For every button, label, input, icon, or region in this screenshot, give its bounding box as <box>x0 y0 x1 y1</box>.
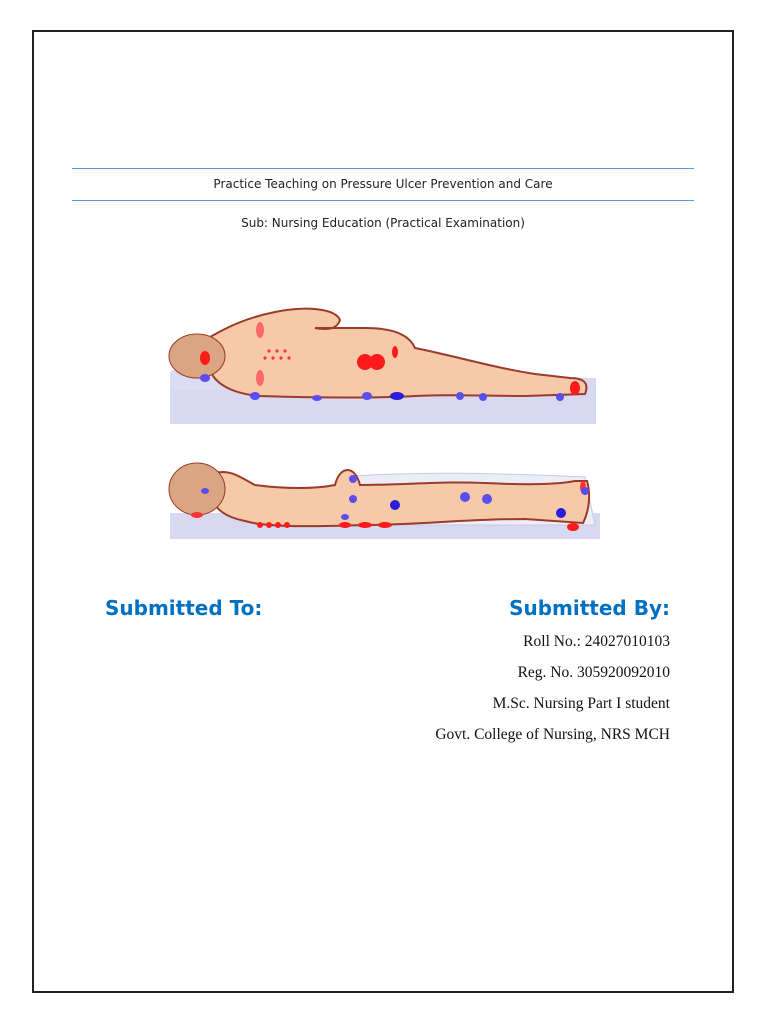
submitted-by-heading: Submitted By: <box>509 596 670 620</box>
pressure-point-blue <box>581 487 589 495</box>
pressure-point-blue <box>479 393 487 401</box>
title-top-rule <box>72 168 694 169</box>
pressure-point-blue <box>200 374 210 382</box>
course-line: M.Sc. Nursing Part I student <box>492 695 670 712</box>
pressure-point-blue <box>482 494 492 504</box>
pressure-point-red <box>358 522 372 528</box>
pressure-point-blue <box>341 514 349 520</box>
pressure-point-blue <box>390 500 400 510</box>
pressure-point-blue <box>250 392 260 400</box>
document-title: Practice Teaching on Pressure Ulcer Prevention and Care <box>213 177 553 191</box>
pressure-point-red <box>570 381 580 395</box>
supine-head <box>169 463 225 515</box>
pressure-point-red <box>567 523 579 531</box>
pressure-point-blue <box>390 392 404 400</box>
pressure-point-blue <box>556 393 564 401</box>
title-bottom-rule <box>72 200 694 201</box>
registration-number: Reg. No. 305920092010 <box>517 664 670 681</box>
subject-line: Sub: Nursing Education (Practical Examination) <box>241 216 525 230</box>
submitted-to-heading: Submitted To: <box>105 596 263 620</box>
pressure-point-red <box>256 322 264 338</box>
pressure-point-red <box>191 512 203 518</box>
pressure-point-red <box>392 346 398 358</box>
pressure-point-red <box>200 351 210 365</box>
pressure-point-blue <box>201 488 209 494</box>
pressure-point-red <box>378 522 392 528</box>
prone-figure-illustration <box>165 300 605 430</box>
pressure-point-blue <box>312 395 322 401</box>
pressure-point-blue <box>456 392 464 400</box>
roll-number: Roll No.: 24027010103 <box>523 633 670 650</box>
pressure-point-blue <box>349 475 357 483</box>
supine-figure-illustration <box>165 455 605 545</box>
pressure-point-blue <box>349 495 357 503</box>
pressure-point-blue <box>556 508 566 518</box>
pressure-point-red <box>369 354 385 370</box>
pressure-point-red <box>256 370 264 386</box>
pressure-point-blue <box>362 392 372 400</box>
college-line: Govt. College of Nursing, NRS MCH <box>435 726 670 743</box>
pressure-point-red <box>339 522 351 528</box>
pressure-point-blue <box>460 492 470 502</box>
prone-head <box>169 334 225 378</box>
